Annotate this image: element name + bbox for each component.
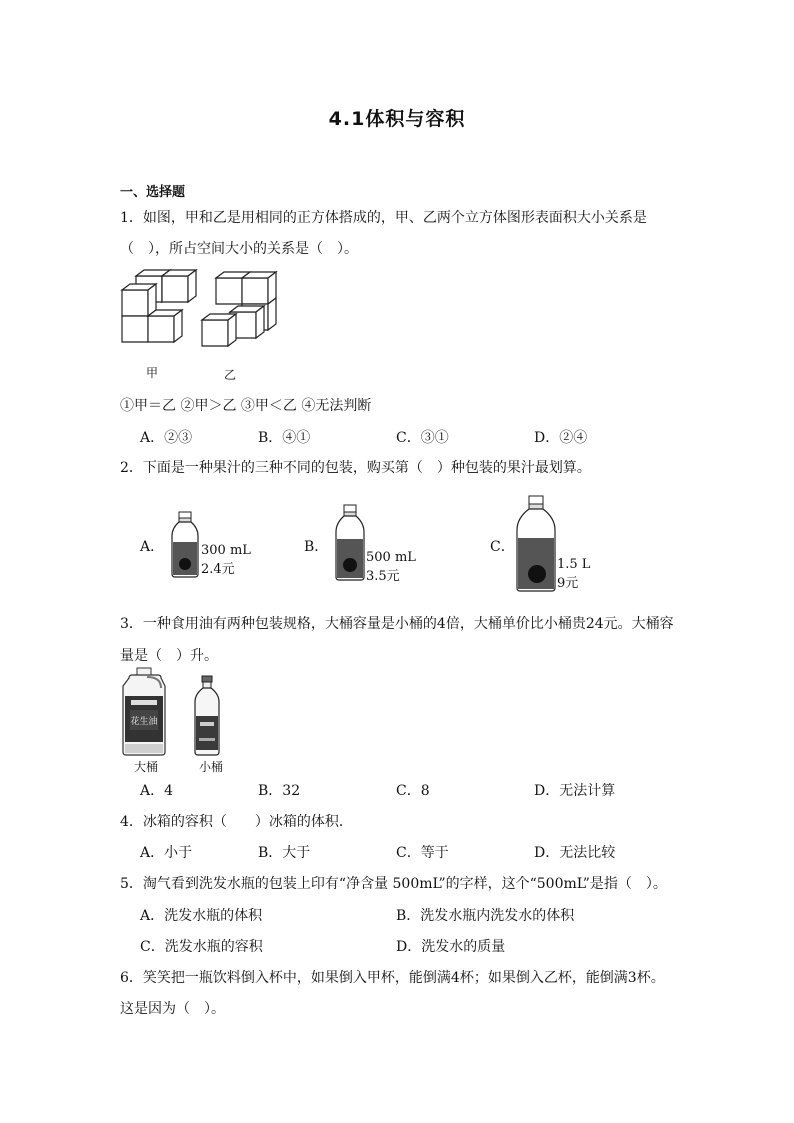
q2-option-a-letter[interactable]: A． [140,539,165,555]
q1-label-yi: 乙 [224,368,237,382]
q1-statements: ①甲＝乙 ②甲＞乙 ③甲＜乙 ④无法判断 [120,398,372,414]
q5-option-d[interactable]: D．洗发水的质量 [396,939,506,955]
q2-option-c-volume: 1.5 L [557,557,591,572]
q5-option-b[interactable]: B．洗发水瓶内洗发水的体积 [396,908,575,924]
q2-option-c-price: 9元 [557,576,579,591]
q1-option-d[interactable]: D．②④ [534,430,588,446]
q6-text-line1: 6．笑笑把一瓶饮料倒入杯中，如果倒入甲杯，能倒满4杯；如果倒入乙杯，能倒满3杯。 [120,970,665,986]
oil-big-barrel-icon [121,668,169,756]
q5-option-a[interactable]: A．洗发水瓶的体积 [140,908,263,924]
section-heading: 一、选择题 [120,185,186,200]
q1-text-line2: （ ），所占空间大小的关系是（ ）。 [120,241,358,257]
q5-text: 5．淘气看到洗发水瓶的包装上印有“净含量 500mL”的字样，这个“500mL”是指（ ）。 [120,876,667,892]
cube-figure-jia [118,270,193,350]
q2-option-b-letter[interactable]: B． [304,539,329,555]
q3-text-line2: 量是（ ）升。 [120,648,218,664]
q2-text: 2．下面是一种果汁的三种不同的包装，购买第（ ）种包装的果汁最划算。 [120,460,591,476]
q4-option-c[interactable]: C．等于 [396,845,449,861]
q6-text-line2: 这是因为（ ）。 [120,1001,225,1017]
q2-option-c-letter[interactable]: C． [490,539,515,555]
q3-option-a[interactable]: A．4 [140,783,174,799]
q3-option-d[interactable]: D．无法计算 [534,783,616,799]
juice-bottle-medium-icon [334,505,366,581]
q4-text: 4．冰箱的容积（ ）冰箱的体积． [120,814,353,830]
cube-figure-yi [200,272,282,350]
q3-big-barrel-label: 大桶 [134,760,159,774]
q3-option-c[interactable]: C．8 [396,783,430,799]
q5-option-c[interactable]: C．洗发水瓶的容积 [140,939,263,955]
q4-option-b[interactable]: B．大于 [258,845,311,861]
page-title: 4.1体积与容积 [328,108,466,130]
q1-option-c[interactable]: C．③① [396,430,449,446]
q2-option-b-volume: 500 mL [366,550,416,565]
oil-small-bottle-icon [193,676,221,756]
q4-option-d[interactable]: D．无法比较 [534,845,616,861]
q2-option-a-volume: 300 mL [201,543,251,558]
q3-small-barrel-label: 小桶 [199,760,224,774]
juice-bottle-large-icon [515,496,557,592]
q2-option-a-price: 2.4元 [201,562,235,577]
juice-bottle-small-icon [170,512,200,578]
q1-option-b[interactable]: B．④① [258,430,311,446]
q1-option-a[interactable]: A．②③ [140,430,193,446]
svg-text:花生油: 花生油 [130,717,158,727]
q3-text-line1: 3．一种食用油有两种包装规格，大桶容量是小桶的4倍，大桶单价比小桶贵24元。大桶容 [120,616,674,632]
q1-label-jia: 甲 [146,366,159,380]
q4-option-a[interactable]: A．小于 [140,845,193,861]
q3-option-b[interactable]: B．32 [258,783,301,799]
q1-text-line1: 1．如图，甲和乙是用相同的正方体搭成的，甲、乙两个立方体图形表面积大小关系是 [120,210,647,226]
q2-option-b-price: 3.5元 [366,569,400,584]
